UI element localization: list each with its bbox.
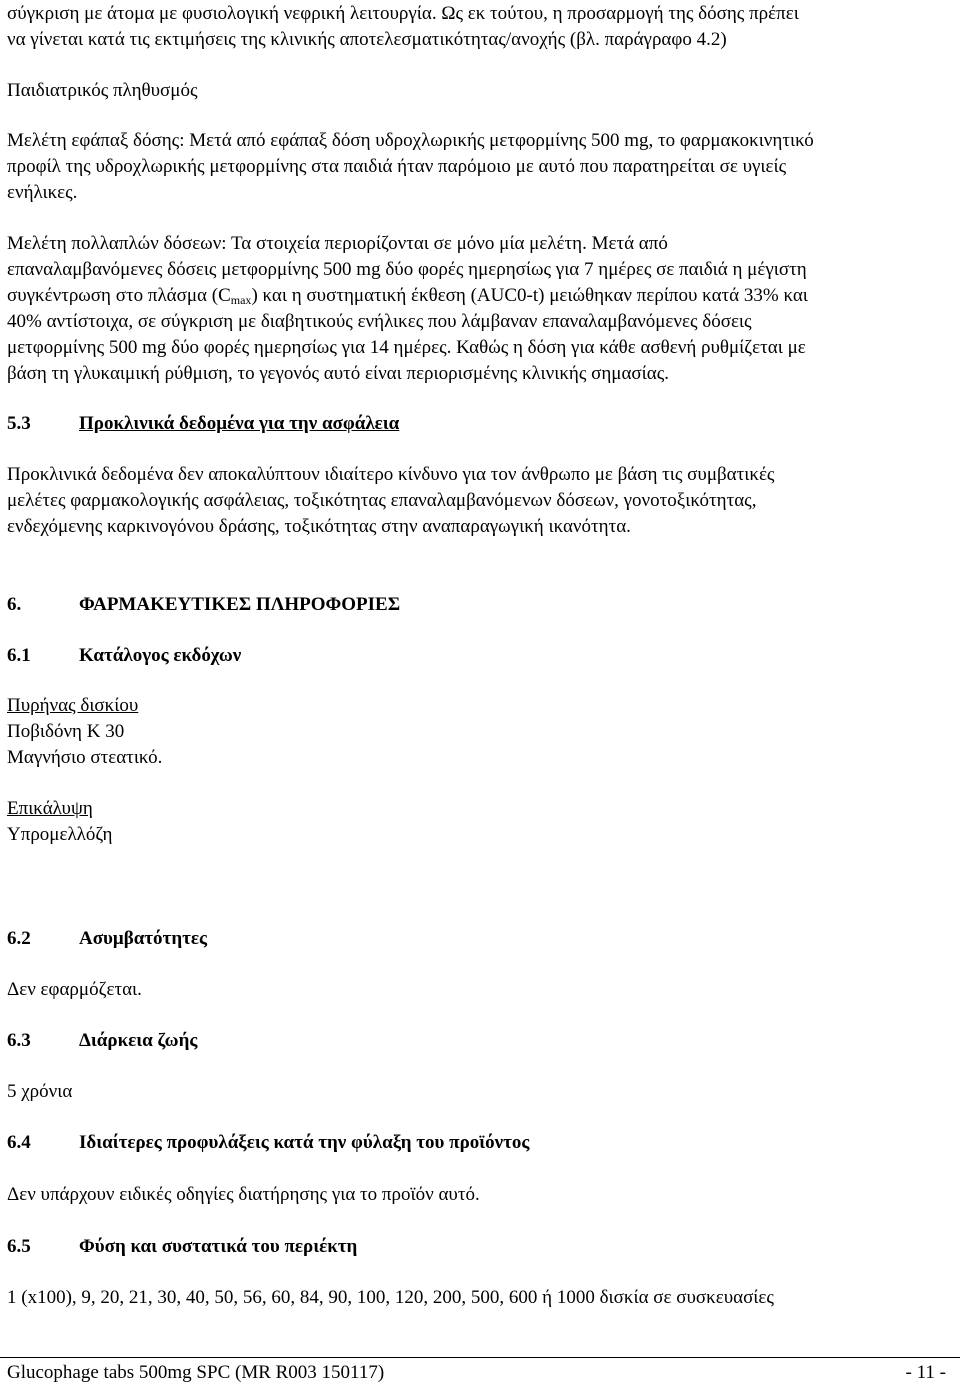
section-number: 6.1 (7, 645, 31, 666)
section-6-1-heading (7, 645, 241, 667)
multi-dose-line-5: μετφορμίνης 500 mg δύο φορές ημερησίως για 14 ημέρες. Καθώς η δόση για κάθε ασθενή ρυθμίζεται με (7, 337, 806, 358)
tablet-core-label: Πυρήνας δισκίου (7, 695, 139, 716)
section-title: ΦΑΡΜΑΚΕΥΤΙΚΕΣ ΠΛΗΡΟΦΟΡΙΕΣ (79, 594, 401, 615)
multi-dose-line-3a: συγκέντρωση στο πλάσμα (C (7, 285, 231, 306)
core-item: Ποβιδόνη K 30 (7, 721, 125, 742)
multi-dose-line-3b: ) και η συστηματική έκθεση (AUC0-t) μειώθηκαν περίπου κατά 33% και (251, 285, 808, 306)
section-title: Κατάλογος εκδόχων (79, 645, 242, 666)
multi-dose-line-6: βάση τη γλυκαιμική ρύθμιση, το γεγονός αυτό είναι περιορισμένης κλινικής σημασίας. (7, 363, 670, 384)
core-item: Μαγνήσιο στεατικό. (7, 747, 163, 768)
multi-dose-line-3 (7, 285, 808, 311)
single-dose-line-2: προφίλ της υδροχλωρικής μετφορμίνης στα παιδιά ήταν παρόμοιο με αυτό που παρατηρείται σε υγιείς (7, 156, 787, 177)
multi-dose-line-1: Μελέτη πολλαπλών δόσεων: Τα στοιχεία περιορίζονται σε μόνο μία μελέτη. Μετά από (7, 233, 668, 254)
section-number: 6. (7, 594, 22, 615)
section-6-heading (7, 594, 400, 616)
multi-dose-line-4: 40% αντίστοιχα, σε σύγκριση με διαβητικούς ενήλικες που λάμβαναν επαναλαμβανόμενες δόσεις (7, 311, 752, 332)
section-title: Ιδιαίτερες προφυλάξεις κατά την φύλαξη του προϊόντος (79, 1132, 530, 1153)
section-6-4-heading (7, 1132, 529, 1154)
section-6-2-heading (7, 928, 207, 950)
section-number: 5.3 (7, 413, 31, 434)
footer-divider (0, 1357, 960, 1358)
coat-item: Υπρομελλόζη (7, 824, 113, 845)
s53-line-2: μελέτες φαρμακολογικής ασφάλειας, τοξικότητας επαναλαμβανόμενων δόσεων, γονοτοξικότητας, (7, 490, 757, 511)
cmax-subscript: max (230, 293, 252, 307)
intro-line-2: να γίνεται κατά τις εκτιμήσεις της κλινικής αποτελεσματικότητας/ανοχής (βλ. παράγραφο 4.2) (7, 29, 727, 50)
coating-label: Επικάλυψη (7, 798, 93, 819)
section-6-3-heading (7, 1030, 197, 1052)
section-title: Ασυμβατότητες (79, 928, 207, 949)
section-title: Διάρκεια ζωής (79, 1030, 198, 1051)
footer-document-id: Glucophage tabs 500mg SPC (MR R003 150117) (7, 1362, 385, 1383)
section-title: Φύση και συστατικά του περιέκτη (79, 1236, 358, 1257)
multi-dose-line-2: επαναλαμβανόμενες δόσεις μετφορμίνης 500 mg δύο φορές ημερησίως για 7 ημέρες σε παιδιά η μέγιστη (7, 259, 807, 280)
s64-text: Δεν υπάρχουν ειδικές οδηγίες διατήρησης για το προϊόν αυτό. (7, 1184, 480, 1205)
section-number: 6.2 (7, 928, 31, 949)
section-title: Προκλινικά δεδομένα για την ασφάλεια (79, 413, 400, 434)
footer-page-number: - 11 - (905, 1362, 946, 1383)
section-number: 6.3 (7, 1030, 31, 1051)
s53-line-3: ενδεχόμενης καρκινογόνου δράσης, τοξικότητας στην αναπαραγωγική ικανότητα. (7, 516, 631, 537)
single-dose-line-1: Μελέτη εφάπαξ δόσης: Μετά από εφάπαξ δόση υδροχλωρικής μετφορμίνης 500 mg, το φαρμακοκινητικό (7, 130, 814, 151)
s53-line-1: Προκλινικά δεδομένα δεν αποκαλύπτουν ιδιαίτερο κίνδυνο για τον άνθρωπο με βάση τις συμβατικές (7, 464, 775, 485)
s65-text: 1 (x100), 9, 20, 21, 30, 40, 50, 56, 60, 84, 90, 100, 120, 200, 500, 600 ή 1000 δισκία σε συσκευασίες (7, 1287, 774, 1308)
section-number: 6.5 (7, 1236, 31, 1257)
s63-text: 5 χρόνια (7, 1081, 73, 1102)
section-6-5-heading (7, 1236, 357, 1258)
section-number: 6.4 (7, 1132, 31, 1153)
section-5-3-heading (7, 413, 399, 435)
intro-line-1: σύγκριση με άτομα με φυσιολογική νεφρική λειτουργία. Ως εκ τούτου, η προσαρμογή της δόσης πρέπει (7, 3, 799, 24)
s62-text: Δεν εφαρμόζεται. (7, 979, 142, 1000)
single-dose-line-3: ενήλικες. (7, 182, 78, 203)
pediatric-title: Παιδιατρικός πληθυσμός (7, 80, 198, 101)
